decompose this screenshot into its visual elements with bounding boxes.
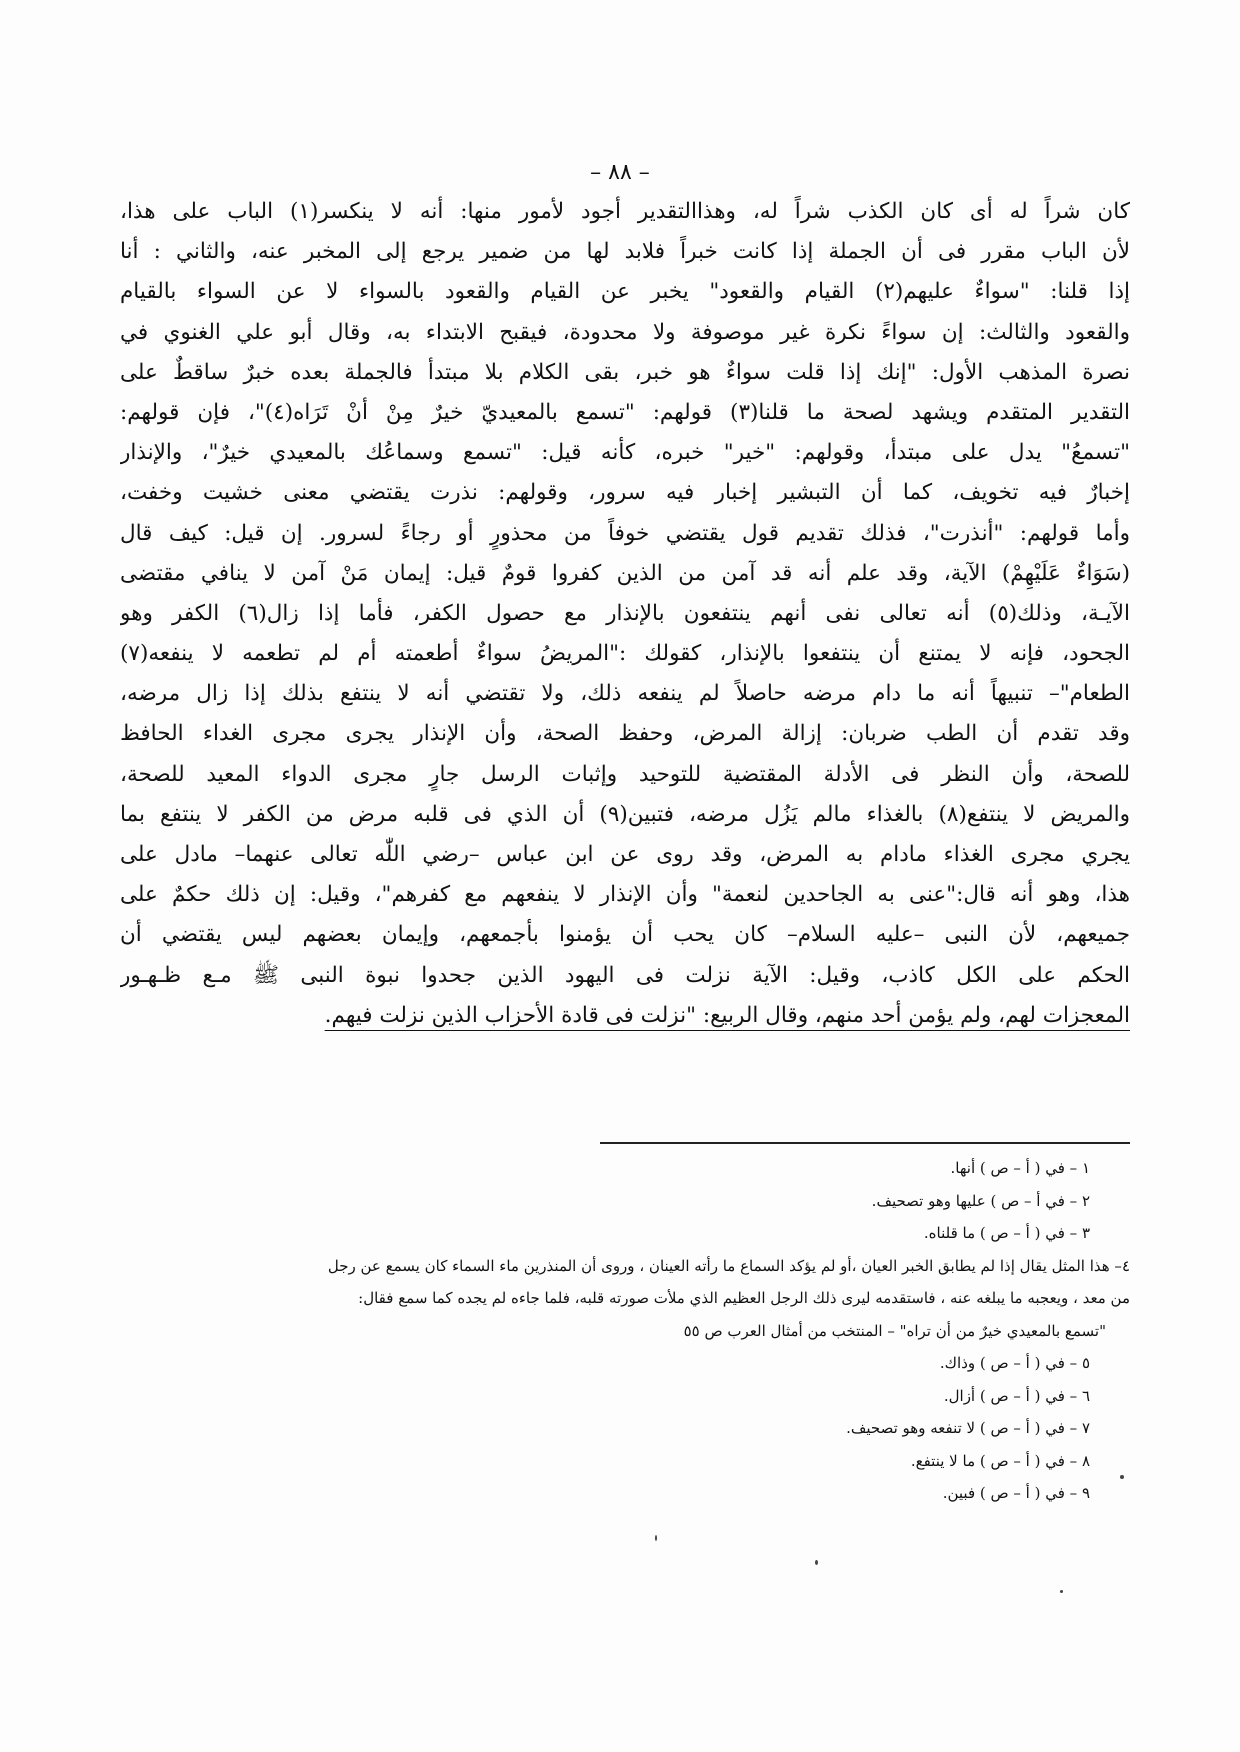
footnote: ٨ – في ( أ – ص ) ما لا ينتفع.	[910, 1451, 1090, 1470]
main-text-block	[120, 192, 1130, 1036]
footnote-continuation: "تسمع بالمعيدي خيرٌ من أن تراه" – المنتخب من أمثال العرب ص ٥٥	[683, 1321, 1106, 1340]
text-line: جميعهم، لأن النبى –عليه السلام– كان يحب أن يؤمنوا بأجمعهم، وإيمان بعضهم ليس يقتضي أن	[120, 922, 1130, 948]
text-line: والمريض لا ينتفع(٨) بالغذاء مالم يَزُل مرضه، فتبين(٩) أن الذي فى قلبه مرض من الكفر لا ينتفع بما	[120, 801, 1130, 827]
scan-speck	[1120, 1475, 1124, 1479]
scan-speck	[815, 1560, 818, 1565]
text-line: والقعود والثالث: إن سواءً نكرة غير موصوفة ولا محدودة، فيقبح الابتداء به، وقال أبو علي الغنوي في	[120, 319, 1130, 345]
scan-speck	[655, 1535, 657, 1541]
text-line: الحكم على الكل كاذب، وقيل: الآية نزلت فى اليهود الذين جحدوا نبوة النبى ﷺ مـع ظـهـور	[120, 962, 1130, 988]
text-line: "تسمعُ" يدل على مبتدأ، وقولهم: "خير" خبره، كأنه قيل: "تسمع وسماعُك بالمعيدي خيرٌ"، والإنذار	[120, 440, 1130, 466]
text-line: التقدير المتقدم ويشهد لصحة ما قلنا(٣) قولهم: "تسمع بالمعيديّ خيرٌ مِنْ أنْ تَرَاه(٤)"، فإن قولهم:	[120, 399, 1130, 425]
text-line: إذا قلنا: "سواءٌ عليهم(٢) القيام والقعود" يخبر عن القيام والقعود بالسواء لا عن السواء بالقيام	[120, 279, 1130, 305]
text-line: الجحود، فإنه لا يمتنع أن ينتفعوا بالإنذار، كقولك :"المريضُ سواءٌ أطعمته أم لم تطعمه لا ينفعه(٧)	[120, 641, 1130, 667]
footnote: ٣ – في ( أ – ص ) ما قلناه.	[923, 1224, 1090, 1242]
text-line: إخبارٌ فيه تخويف، كما أن التبشير إخبار فيه سرور، وقولهم: نذرت يقتضي معنى خشيت وخفت،	[120, 480, 1130, 506]
footnote: ٥ – في ( أ – ص ) وذاك.	[939, 1354, 1090, 1372]
footnote: ٤– هذا المثل يقال إذا لم يطابق الخبر العيان ،أو لم يؤكد السماع ما رأته العينان ، وروى أن المنذرين ماء السماء كان يسمع عن رجل	[327, 1256, 1130, 1275]
text-line: كان شراً له أى كان الكذب شراً له، وهذاالتقدير أجود لأمور منها: أنه لا ينكسر(١) الباب على هذا،	[120, 199, 1130, 224]
footnote: ١ – في ( أ – ص ) أنها.	[950, 1159, 1090, 1177]
text-line: الطعام"– تنبيهاً أنه ما دام مرضه حاصلاً لم ينفعه ذلك، ولا تقتضي أنه لا ينتفع بذلك إذا زال مرضه،	[120, 681, 1130, 707]
scan-speck	[1060, 1590, 1063, 1593]
text-line: وقد تقدم أن الطب ضربان: إزالة المرض، وحفظ الصحة، وأن الإنذار يجرى مجرى الغداء الحافظ	[120, 721, 1130, 747]
text-line: لأن الباب مقرر فى أن الجملة إذا كانت خبراً فلابد لها من ضمير يرجع إلى المخبر عنه، والثاني : أنا	[120, 239, 1130, 265]
footnote-separator	[600, 1142, 1130, 1144]
text-line: وأما قولهم: "أنذرت"، فذلك تقديم قول يقتضي خوفاً من محذورٍ أو رجاءً لسرور. إن قيل: كيف قال	[120, 520, 1130, 546]
text-line: هذا، وهو أنه قال:"عنى به الجاحدين لنعمة" وأن الإنذار لا ينفعهم مع كفرهم"، وقيل: إن ذلك حكمٌ على	[120, 882, 1130, 908]
text-line: الآيـة، وذلك(٥) أنه تعالى نفى أنهم ينتفعون بالإنذار مع حصول الكفر، فأما إذا زال(٦) الكفر وهو	[120, 600, 1130, 626]
footnote: ٩ – في ( أ – ص ) فبين.	[942, 1484, 1090, 1502]
footnotes-block	[130, 1152, 1130, 1510]
page-number: – ٨٨ –	[590, 160, 650, 185]
text-line: يجري مجرى الغذاء مادام به المرض، وقد روى عن ابن عباس –رضي اللّٰه تعالى عنهما– مادل على	[120, 842, 1130, 867]
text-line: للصحة، وأن النظر فى الأدلة المقتضية للتوحيد وإثبات الرسل جارٍ مجرى الدواء المعيد للصحة،	[120, 761, 1130, 787]
footnote: ٢ – في أ – ص ) عليها وهو تصحيف.	[871, 1191, 1090, 1210]
text-line: (سَوَاءٌ عَلَيْهِمْ) الآية، وقد علم أنه قد آمن من الذين كفروا قومٌ قيل: إيمان مَنْ آمن لا ينافي مقتضى	[120, 560, 1130, 586]
text-line: نصرة المذهب الأول: "إنك إذا قلت سواءٌ هو خبر، بقى الكلام بلا مبتدأ فالجملة بعده خبرٌ ساقطٌ على	[120, 359, 1130, 385]
text-line-last: المعجزات لهم، ولم يؤمن أحد منهم، وقال الربيع: "نزلت فى قادة الأحزاب الذين نزلت فيهم.	[324, 1002, 1130, 1028]
footnote: ٧ – في ( أ – ص ) لا تنفعه وهو تصحيف.	[846, 1419, 1090, 1437]
footnote: ٦ – في ( أ – ص ) أزال.	[943, 1386, 1090, 1405]
footnote-continuation: من معد ، ويعجبه ما يبلغه عنه ، فاستقدمه ليرى ذلك الرجل العظيم الذي ملأت صورته قلبه، فلما جاءه لم يجده كما سمع فقال:	[358, 1289, 1130, 1307]
